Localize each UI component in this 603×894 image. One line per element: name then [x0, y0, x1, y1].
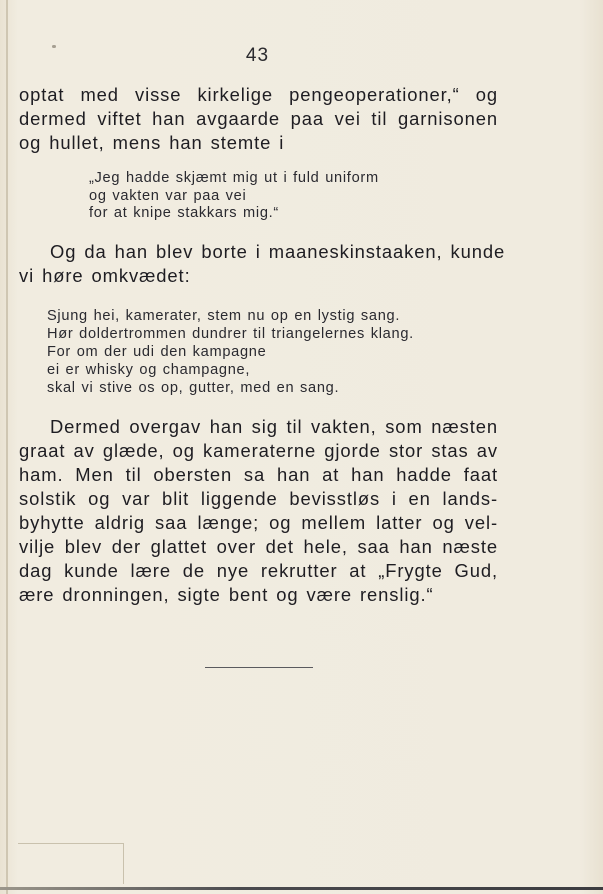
paragraph-3-line-2: graat av glæde, og kameraterne gjorde stor stas av: [19, 440, 498, 461]
page-left-edge: [6, 0, 8, 894]
verse-1-line-1: „Jeg hadde skjæmt mig ut i fuld uniform: [89, 170, 379, 186]
scan-bottom-edge: [0, 887, 603, 890]
paragraph-3-line-5: byhytte aldrig saa længe; og mellem latter og vel-: [19, 512, 498, 533]
paragraph-3-line-6: vilje blev der glattet over det hele, saa han næste: [19, 536, 498, 557]
verse-2-line-3: For om der udi den kampagne: [47, 344, 267, 360]
paragraph-3-line-3: ham. Men til obersten sa han at han hadde faat: [19, 464, 498, 485]
paragraph-3-line-8: ære dronningen, sigte bent og være renslig.“: [19, 584, 434, 605]
paragraph-3-line-7: dag kunde lære de nye rekrutter at „Frygte Gud,: [19, 560, 498, 581]
verse-2-line-5: skal vi stive os op, gutter, med en sang.: [47, 380, 340, 396]
scan-corner-mark: [18, 843, 124, 884]
paragraph-1-line-1: optat med visse kirkelige pengeoperationer,“ og: [19, 84, 498, 105]
paragraph-1-line-3: og hullet, mens han stemte i: [19, 132, 285, 153]
paragraph-3-line-4: solstik og var blit liggende bevisstløs i en lands-: [19, 488, 498, 509]
chapter-end-rule: [205, 667, 313, 668]
verse-2-line-2: Hør doldertrommen dundrer til triangelernes klang.: [47, 326, 414, 342]
verse-1-line-2: og vakten var paa vei: [89, 188, 247, 204]
verse-1-line-3: for at knipe stakkars mig.“: [89, 205, 279, 221]
verse-2-line-1: Sjung hei, kamerater, stem nu op en lystig sang.: [47, 308, 401, 324]
page-number: 43: [245, 45, 270, 66]
paragraph-1-line-2: dermed viftet han avgaarde paa vei til garnisonen: [19, 108, 498, 129]
paragraph-2-line-1: Og da han blev borte i maaneskinstaaken, kunde: [50, 241, 506, 262]
verse-2-line-4: ei er whisky og champagne,: [47, 362, 251, 378]
paragraph-2-line-2: vi høre omkvædet:: [19, 265, 191, 286]
paragraph-3-line-1: Dermed overgav han sig til vakten, som næsten: [50, 416, 498, 437]
